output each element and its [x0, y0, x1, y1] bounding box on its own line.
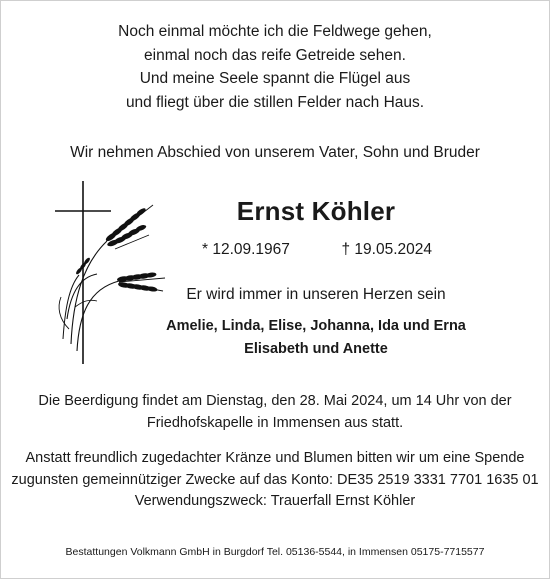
funeral-info	[1, 391, 549, 434]
donation-line-1: Anstatt freundlich zugedachter Kränze und Blumen bitten wir um eine Spende	[25, 450, 525, 466]
death-date: † 19.05.2024	[341, 241, 432, 258]
mourners	[151, 315, 481, 361]
poem-line-1: Noch einmal möchte ich die Feldwege gehen,	[118, 23, 432, 40]
donation-line-2: zugunsten gemeinnütziger Zwecke auf das Konto: DE35 2519 3331 7701 1635 01	[11, 471, 539, 488]
poem-line-4: und fliegt über die stillen Felder nach Haus.	[125, 93, 425, 111]
farewell-text: Wir nehmen Abschied von unserem Vater, Sohn und Bruder	[70, 144, 480, 161]
poem	[1, 20, 549, 114]
memorial-motto: Er wird immer in unseren Herzen sein	[186, 286, 446, 303]
deceased-name: Ernst Köhler	[236, 196, 396, 226]
undertaker-footer: Bestattungen Volkmann GmbH in Burgdorf Tel. 05136-5544, in Immensen 05175-7715577	[65, 546, 485, 558]
funeral-line-1: Die Beerdigung findet am Dienstag, den 28. Mai 2024, um 14 Uhr von der	[38, 393, 512, 409]
poem-line-3: Und meine Seele spannt die Flügel aus	[139, 70, 411, 87]
poem-line-2: einmal noch das reife Getreide sehen.	[144, 46, 406, 64]
donation-line-3: Verwendungszweck: Trauerfall Ernst Köhler	[134, 493, 416, 509]
birth-date: * 12.09.1967	[202, 241, 290, 258]
mourners-line-2: Elisabeth und Anette	[244, 341, 388, 357]
mourners-line-1: Amelie, Linda, Elise, Johanna, Ida und Erna	[166, 318, 466, 334]
donation-info	[1, 448, 549, 513]
funeral-line-2: Friedhofskapelle in Immensen aus statt.	[146, 414, 404, 431]
